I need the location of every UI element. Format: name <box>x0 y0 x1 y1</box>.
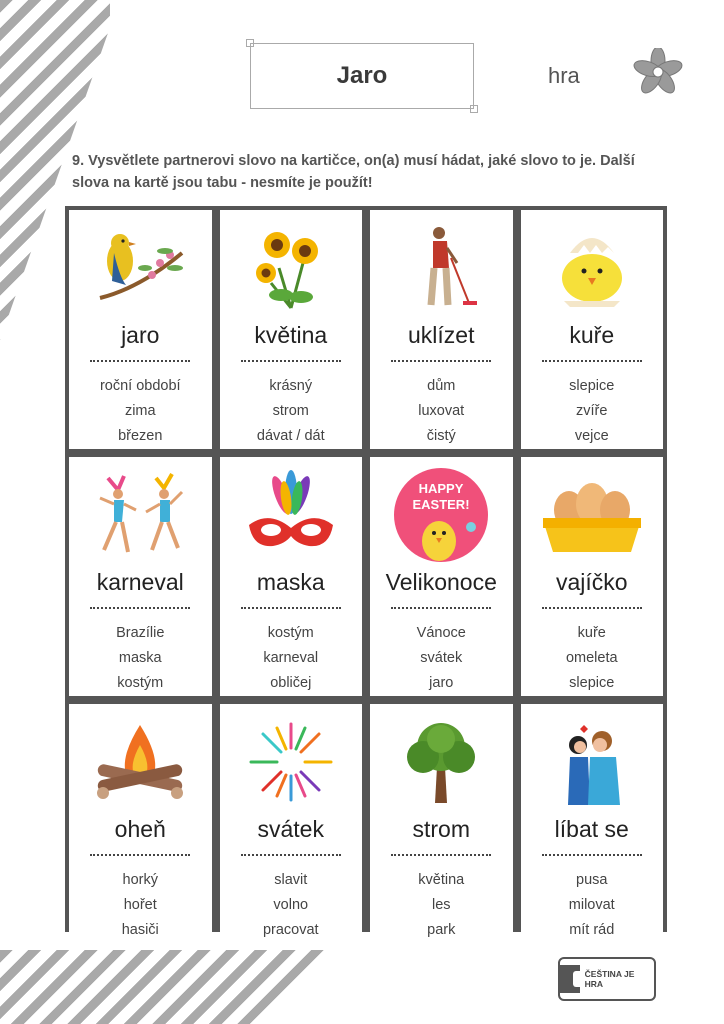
card-word: svátek <box>257 816 324 842</box>
divider <box>542 360 642 362</box>
page-subtitle: hra <box>548 63 580 88</box>
taboo-word: obličej <box>270 675 312 691</box>
divider <box>241 607 341 609</box>
taboo-word: kuře <box>577 625 606 641</box>
taboo-word: svátek <box>420 650 463 666</box>
card-word: strom <box>412 816 470 842</box>
taboo-word: čistý <box>426 428 456 444</box>
taboo-word: les <box>431 897 451 913</box>
taboo-word: luxovat <box>418 403 465 419</box>
taboo-word: kostým <box>117 675 164 691</box>
taboo-word: slepice <box>569 378 615 394</box>
flower-icon <box>632 48 684 96</box>
card-word: karneval <box>96 569 184 595</box>
taboo-word: Brazílie <box>116 625 165 641</box>
card-libat-se <box>521 704 664 943</box>
decorative-stripes-bottom <box>0 950 330 1024</box>
taboo-word: pusa <box>576 872 608 888</box>
taboo-cards-grid <box>65 206 667 938</box>
taboo-word: park <box>427 922 456 938</box>
dancers-icon <box>90 470 190 560</box>
divider <box>241 360 341 362</box>
divider <box>542 854 642 856</box>
card-word: líbat se <box>554 816 629 842</box>
card-jaro <box>69 210 212 449</box>
card-word: vajíčko <box>555 569 628 595</box>
taboo-word: květina <box>418 872 465 888</box>
card-kure <box>521 210 664 449</box>
card-word: maska <box>256 569 325 595</box>
taboo-word: horký <box>122 872 158 888</box>
chick-icon <box>542 223 642 313</box>
taboo-word: omeleta <box>565 650 618 666</box>
badge-line-2: EASTER! <box>412 497 470 512</box>
card-word: Velikonoce <box>385 569 497 595</box>
taboo-word: vejce <box>574 428 609 444</box>
taboo-word: roční období <box>99 378 181 394</box>
taboo-word: krásný <box>269 378 313 394</box>
taboo-word: milovat <box>568 897 615 913</box>
easter-badge-icon <box>391 467 491 563</box>
campfire-icon <box>85 717 195 807</box>
card-word: uklízet <box>408 322 475 348</box>
card-uklizet <box>370 210 513 449</box>
kissing-couple-icon <box>542 717 642 807</box>
taboo-word: hořet <box>123 897 157 913</box>
card-word: květina <box>254 322 328 348</box>
taboo-word: volno <box>273 897 309 913</box>
tree-icon <box>391 717 491 807</box>
card-ohen <box>69 704 212 943</box>
fireworks-icon <box>236 717 346 807</box>
mask-icon <box>241 470 341 560</box>
card-word: kuře <box>569 322 615 348</box>
taboo-word: slavit <box>274 872 308 888</box>
divider <box>391 854 491 856</box>
taboo-word: mít rád <box>569 922 615 938</box>
divider <box>241 854 341 856</box>
card-vajicko <box>521 457 664 696</box>
divider <box>90 360 190 362</box>
divider <box>391 360 491 362</box>
taboo-word: Vánoce <box>416 625 466 641</box>
taboo-word: březen <box>118 428 163 444</box>
title-frame <box>250 43 474 109</box>
card-strom <box>370 704 513 943</box>
taboo-word: slepice <box>569 675 615 691</box>
taboo-word: dům <box>427 378 456 394</box>
card-karneval <box>69 457 212 696</box>
eggs-basket-icon <box>537 470 647 560</box>
brand-logo <box>558 957 656 1001</box>
divider <box>542 607 642 609</box>
card-velikonoce <box>370 457 513 696</box>
divider <box>90 607 190 609</box>
badge-line-1: HAPPY <box>418 481 464 496</box>
taboo-word: zima <box>124 403 156 419</box>
page-title: Jaro <box>336 62 388 89</box>
card-word: oheň <box>114 816 166 842</box>
logo-text: ČEŠTINA JE HRA <box>584 969 635 989</box>
card-kvetina <box>220 210 363 449</box>
divider <box>90 854 190 856</box>
taboo-word: zvíře <box>576 403 608 419</box>
taboo-word: hasiči <box>121 922 159 938</box>
sunflower-icon <box>241 223 341 313</box>
taboo-word: pracovat <box>262 922 319 938</box>
card-word: jaro <box>121 322 160 348</box>
divider <box>391 607 491 609</box>
taboo-word: dávat / dát <box>256 428 325 444</box>
card-svatek <box>220 704 363 943</box>
sweeping-person-icon <box>391 223 491 313</box>
taboo-word: karneval <box>263 650 319 666</box>
taboo-word: maska <box>118 650 162 666</box>
puzzle-icon <box>560 965 580 993</box>
bird-icon <box>90 223 190 313</box>
taboo-word: strom <box>272 403 309 419</box>
instructions: 9. Vysvětlete partnerovi slovo na kartičce, on(a) musí hádat, jaké slovo to je. Další slova na kartě jsou tabu - nesmíte je použít! <box>72 153 635 191</box>
taboo-word: kostým <box>267 625 314 641</box>
card-maska <box>220 457 363 696</box>
taboo-word: jaro <box>429 675 454 691</box>
